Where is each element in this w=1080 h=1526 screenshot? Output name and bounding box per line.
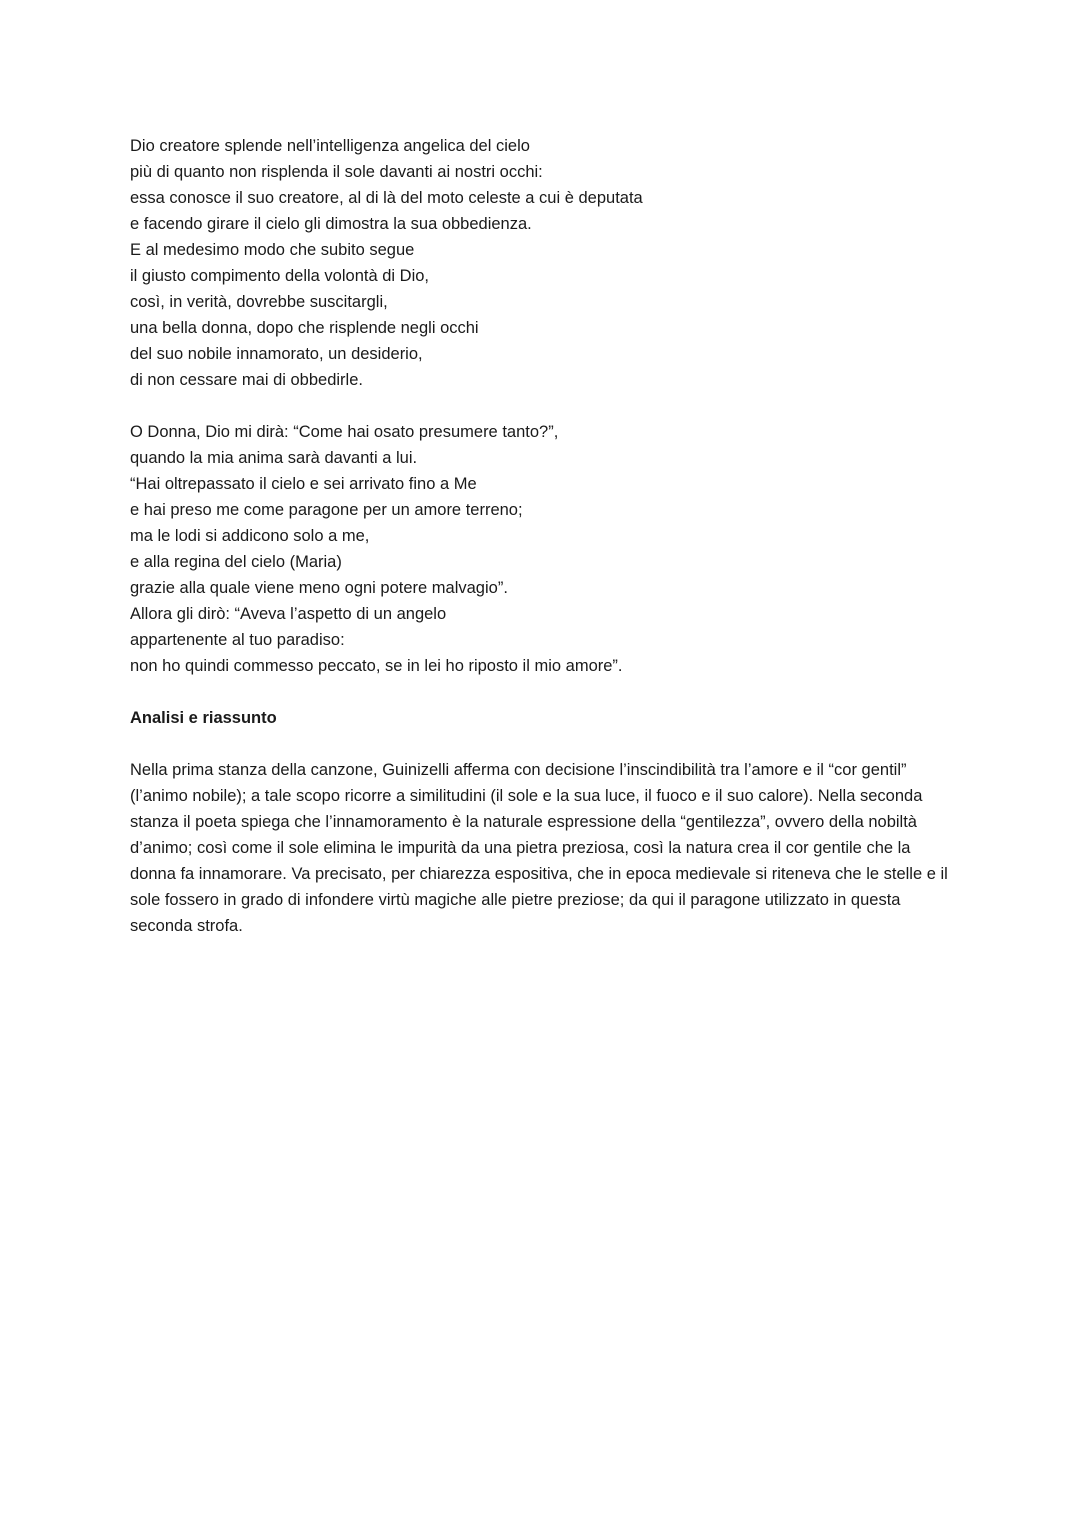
document-content (130, 133, 960, 939)
section-heading: Analisi e riassunto (130, 709, 277, 727)
poem-line: e hai preso me come paragone per un amore terreno; (130, 501, 523, 519)
poem-line: di non cessare mai di obbedirle. (130, 371, 363, 389)
poem-line: “Hai oltrepassato il cielo e sei arrivato fino a Me (130, 475, 477, 493)
poem-line: così, in verità, dovrebbe suscitargli, (130, 293, 388, 311)
poem-line: più di quanto non risplenda il sole davanti ai nostri occhi: (130, 163, 543, 181)
analysis-paragraph: Nella prima stanza della canzone, Guinizelli afferma con decisione l’inscindibilità tra l’amore e il “cor gentil” (l’animo nobile); a tale scopo ricorre a similitudini (il sole e la sua luce, il fuoco e il suo calore). Nella seconda stanza il poeta spiega che l’innamoramento è la naturale espressione della “gentilezza”, ovvero della nobiltà d’animo; così come il sole elimina le impurità da una pietra preziosa, così la natura crea il cor gentile che la donna fa innamorare. Va precisato, per chiarezza espositiva, che in epoca medievale si riteneva che le stelle e il sole fossero in grado di infondere virtù magiche alle pietre preziose; da qui il paragone utilizzato in questa seconda strofa. (130, 761, 948, 935)
poem-line: e alla regina del cielo (Maria) (130, 553, 342, 571)
poem-line: appartenente al tuo paradiso: (130, 631, 345, 649)
poem-line: quando la mia anima sarà davanti a lui. (130, 449, 418, 467)
blank-line (130, 679, 960, 705)
poem-line: non ho quindi commesso peccato, se in lei ho riposto il mio amore”. (130, 657, 623, 675)
poem-line: del suo nobile innamorato, un desiderio, (130, 345, 423, 363)
blank-line (130, 393, 960, 419)
poem-line: O Donna, Dio mi dirà: “Come hai osato presumere tanto?”, (130, 423, 559, 441)
poem-line: e facendo girare il cielo gli dimostra la sua obbedienza. (130, 215, 532, 233)
poem-line: E al medesimo modo che subito segue (130, 241, 415, 259)
poem-line: Allora gli dirò: “Aveva l’aspetto di un angelo (130, 605, 447, 623)
poem-line: grazie alla quale viene meno ogni potere malvagio”. (130, 579, 508, 597)
poem-line: una bella donna, dopo che risplende negli occhi (130, 319, 479, 337)
poem-line: Dio creatore splende nell’intelligenza angelica del cielo (130, 137, 530, 155)
poem-line: essa conosce il suo creatore, al di là del moto celeste a cui è deputata (130, 189, 643, 207)
poem-line: ma le lodi si addicono solo a me, (130, 527, 370, 545)
poem-stanza-2 (130, 419, 960, 679)
poem-line: il giusto compimento della volontà di Dio, (130, 267, 429, 285)
poem-stanza-1 (130, 133, 960, 393)
